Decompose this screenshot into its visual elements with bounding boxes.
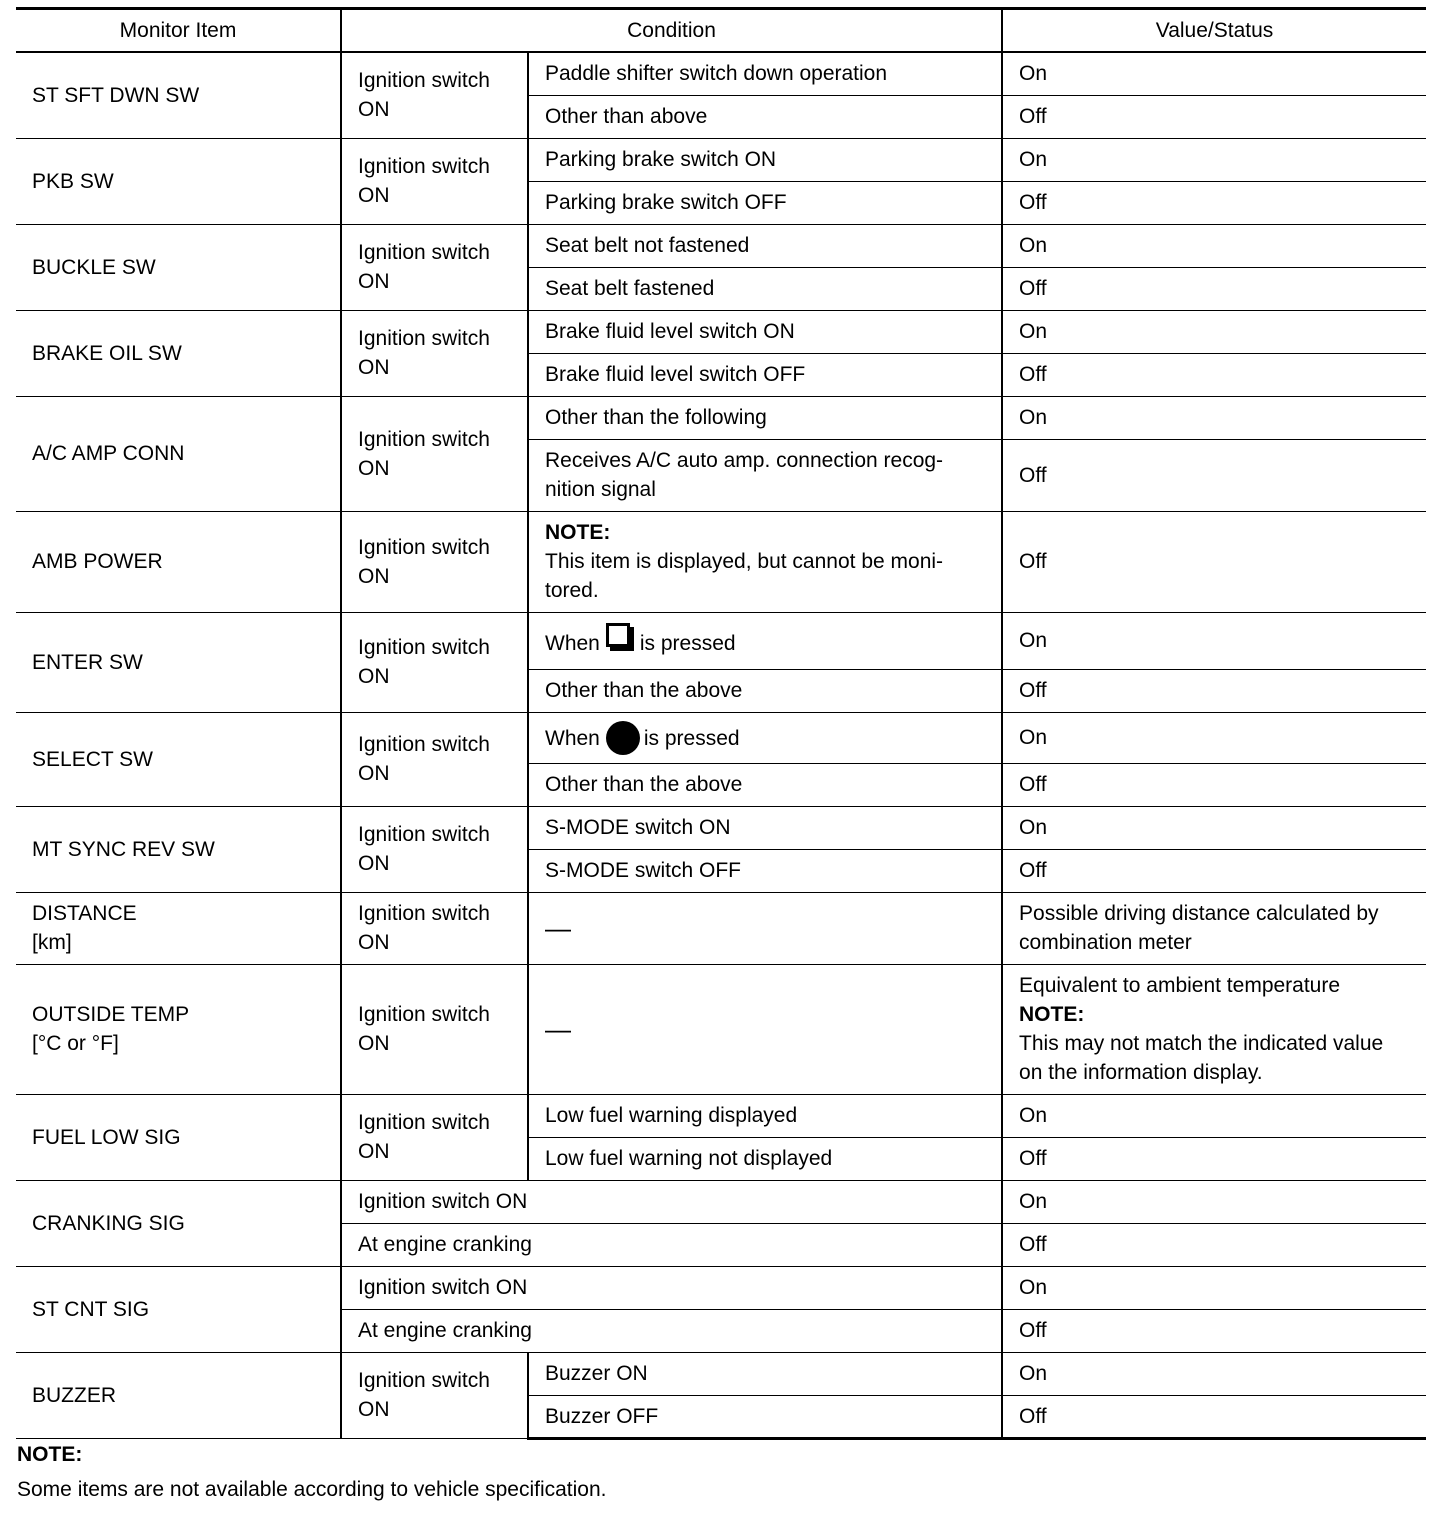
condition-cell: Ignition switch ON — [341, 224, 528, 310]
table-row — [16, 806, 1426, 849]
table-row — [16, 511, 1426, 612]
condition-cell: Ignition switch ON — [341, 511, 528, 612]
value-cell: Off — [1002, 511, 1426, 612]
sub-condition-cell: Other than the above — [528, 669, 1002, 712]
sub-condition-cell: Other than above — [528, 95, 1002, 138]
monitor-item-cell: PKB SW — [16, 138, 341, 224]
value-cell: On — [1002, 396, 1426, 439]
condition-cell: Ignition switch ON — [341, 712, 528, 806]
table-row — [16, 138, 1426, 181]
value-cell: On — [1002, 52, 1426, 95]
monitor-item-cell: A/C AMP CONN — [16, 396, 341, 511]
table-row — [16, 1352, 1426, 1395]
table-header-row — [16, 9, 1426, 53]
sub-condition-cell: Seat belt fastened — [528, 267, 1002, 310]
condition-cell: Ignition switch ON — [341, 806, 528, 892]
condition-cell: At engine cranking — [341, 1309, 1002, 1352]
sub-condition-cell: Paddle shifter switch down operation — [528, 52, 1002, 95]
condition-cell: Ignition switch ON — [341, 892, 528, 964]
condition-text-before: When — [545, 726, 600, 750]
value-cell: On — [1002, 1352, 1426, 1395]
header-condition: Condition — [341, 9, 1002, 53]
note-label: NOTE: — [1019, 1003, 1085, 1026]
value-cell: On — [1002, 138, 1426, 181]
value-cell: Off — [1002, 1309, 1426, 1352]
note-cell — [528, 511, 1002, 612]
sub-condition-cell: Buzzer ON — [528, 1352, 1002, 1395]
table-row — [16, 892, 1426, 964]
condition-cell: Ignition switch ON — [341, 1094, 528, 1180]
value-cell: On — [1002, 806, 1426, 849]
monitor-item-unit: [°C or °F] — [32, 1032, 119, 1055]
monitor-item-cell — [16, 964, 341, 1094]
condition-cell: Ignition switch ON — [341, 964, 528, 1094]
condition-cell: At engine cranking — [341, 1223, 1002, 1266]
condition-cell: Ignition switch ON — [341, 1180, 1002, 1223]
sub-condition-cell: Seat belt not fastened — [528, 224, 1002, 267]
value-cell: Off — [1002, 763, 1426, 806]
sub-condition-cell — [528, 712, 1002, 763]
condition-cell: Ignition switch ON — [341, 52, 528, 138]
sub-condition-cell: Parking brake switch OFF — [528, 181, 1002, 224]
table-row — [16, 310, 1426, 353]
note-label: NOTE: — [545, 521, 611, 544]
condition-cell: Ignition switch ON — [341, 1352, 528, 1438]
sub-condition-cell — [528, 612, 1002, 669]
condition-text-after: is pressed — [639, 632, 736, 655]
value-cell: Off — [1002, 1223, 1426, 1266]
value-cell: On — [1002, 1094, 1426, 1137]
header-value-status: Value/Status — [1002, 9, 1426, 53]
monitor-item-cell — [16, 892, 341, 964]
table-row — [16, 1094, 1426, 1137]
value-cell: On — [1002, 224, 1426, 267]
monitor-item-cell: ENTER SW — [16, 612, 341, 712]
value-cell — [1002, 964, 1426, 1094]
round-button-icon — [606, 721, 640, 755]
condition-cell: Ignition switch ON — [341, 612, 528, 712]
monitor-item-cell: MT SYNC REV SW — [16, 806, 341, 892]
table-row — [16, 1180, 1426, 1223]
value-cell: On — [1002, 1180, 1426, 1223]
value-cell: Off — [1002, 181, 1426, 224]
monitor-item-cell: ST CNT SIG — [16, 1266, 341, 1352]
monitor-item-unit: [km] — [32, 931, 72, 954]
table-row — [16, 52, 1426, 95]
condition-cell: Ignition switch ON — [341, 138, 528, 224]
value-cell: On — [1002, 612, 1426, 669]
table-row — [16, 1266, 1426, 1309]
condition-cell: Ignition switch ON — [341, 396, 528, 511]
footer-note-text: Some items are not available according to vehicle specification. — [17, 1478, 607, 1501]
value-cell: Off — [1002, 669, 1426, 712]
condition-cell: Ignition switch ON — [341, 310, 528, 396]
sub-condition-cell: Receives A/C auto amp. connection recog-nition signal — [528, 439, 1002, 511]
monitor-item-cell: SELECT SW — [16, 712, 341, 806]
condition-text-after: is pressed — [643, 726, 740, 750]
table-row — [16, 224, 1426, 267]
value-cell: On — [1002, 310, 1426, 353]
sub-condition-cell: Buzzer OFF — [528, 1395, 1002, 1438]
monitor-item-table — [16, 7, 1426, 1440]
sub-condition-cell: Other than the above — [528, 763, 1002, 806]
sub-condition-cell: Low fuel warning displayed — [528, 1094, 1002, 1137]
monitor-item-cell: AMB POWER — [16, 511, 341, 612]
table-row — [16, 712, 1426, 763]
value-cell: Off — [1002, 1137, 1426, 1180]
monitor-item-cell: BRAKE OIL SW — [16, 310, 341, 396]
sub-condition-cell: S-MODE switch ON — [528, 806, 1002, 849]
header-monitor-item: Monitor Item — [16, 9, 341, 53]
footer-note-label: NOTE: — [17, 1443, 83, 1466]
sub-condition-cell: S-MODE switch OFF — [528, 849, 1002, 892]
note-text: This may not match the indicated value on the information display. — [1019, 1032, 1384, 1084]
table-row — [16, 396, 1426, 439]
square-button-icon — [606, 623, 630, 647]
sub-condition-cell: Low fuel warning not displayed — [528, 1137, 1002, 1180]
monitor-item-cell: BUCKLE SW — [16, 224, 341, 310]
sub-condition-cell: Brake fluid level switch ON — [528, 310, 1002, 353]
sub-condition-cell: Other than the following — [528, 396, 1002, 439]
note-text: This item is displayed, but cannot be moni-tored. — [545, 550, 944, 602]
monitor-item-cell: BUZZER — [16, 1352, 341, 1438]
monitor-item-name: DISTANCE — [32, 902, 137, 925]
monitor-item-cell: FUEL LOW SIG — [16, 1094, 341, 1180]
value-cell: Off — [1002, 439, 1426, 511]
value-text: Equivalent to ambient temperature — [1019, 974, 1341, 997]
value-cell: Off — [1002, 95, 1426, 138]
monitor-item-name: OUTSIDE TEMP — [32, 1003, 190, 1026]
table-row — [16, 964, 1426, 1094]
value-cell: Off — [1002, 849, 1426, 892]
value-cell: On — [1002, 1266, 1426, 1309]
value-cell: Off — [1002, 353, 1426, 396]
value-cell: On — [1002, 712, 1426, 763]
dash-cell: — — [528, 892, 1002, 964]
sub-condition-cell: Parking brake switch ON — [528, 138, 1002, 181]
monitor-item-cell: CRANKING SIG — [16, 1180, 341, 1266]
table-row — [16, 612, 1426, 669]
value-cell: Possible driving distance calculated by combination meter — [1002, 892, 1426, 964]
condition-text-before: When — [545, 632, 600, 655]
sub-condition-cell: Brake fluid level switch OFF — [528, 353, 1002, 396]
dash-cell: — — [528, 964, 1002, 1094]
value-cell: Off — [1002, 267, 1426, 310]
value-cell: Off — [1002, 1395, 1426, 1438]
condition-cell: Ignition switch ON — [341, 1266, 1002, 1309]
monitor-item-cell: ST SFT DWN SW — [16, 52, 341, 138]
